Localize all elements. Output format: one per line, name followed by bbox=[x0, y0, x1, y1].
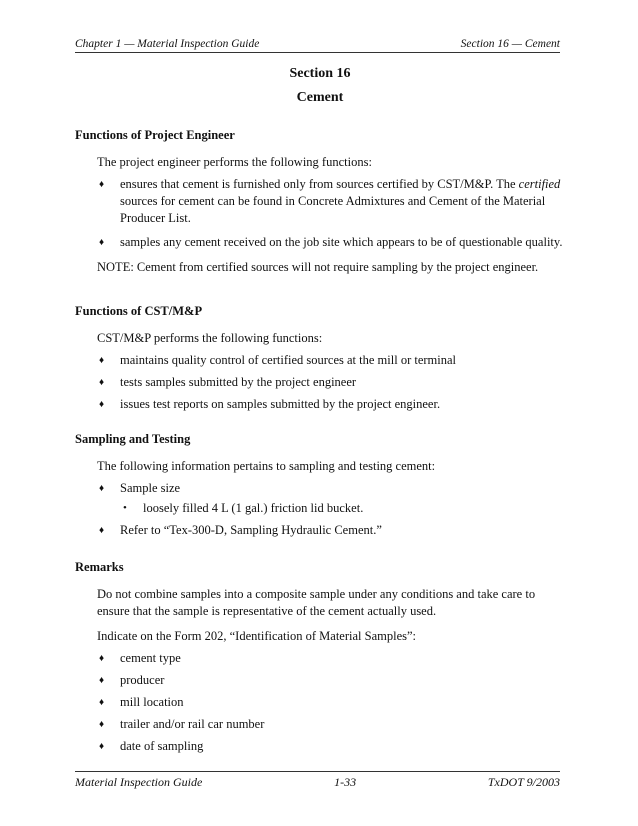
bullet-text: producer bbox=[120, 673, 165, 687]
list-item bbox=[75, 234, 565, 251]
bullet-text: samples any cement received on the job site which appears to be of questionable quality. bbox=[120, 235, 563, 249]
bullet-text: Sample size bbox=[120, 481, 181, 495]
list-item bbox=[75, 738, 565, 755]
footer-date: TxDOT 9/2003 bbox=[487, 775, 560, 789]
cst-section bbox=[75, 303, 565, 413]
section-number: Section 16 bbox=[289, 66, 351, 81]
bullet-text: ensures that cement is furnished only from sources certified by CST/M&P. The bbox=[120, 177, 519, 191]
sampling-section bbox=[75, 431, 565, 539]
diamond-bullet-icon: ♦ bbox=[99, 355, 105, 366]
running-header bbox=[75, 38, 560, 53]
cst-bullets bbox=[75, 352, 565, 413]
bullet-text: date of sampling bbox=[120, 739, 204, 753]
diamond-bullet-icon: ♦ bbox=[99, 741, 105, 752]
bullet-text: cement type bbox=[120, 651, 181, 665]
list-item bbox=[75, 500, 565, 517]
list-item bbox=[75, 650, 565, 667]
engineer-bullets bbox=[75, 176, 565, 251]
list-item bbox=[75, 694, 565, 711]
sampling-heading: Sampling and Testing bbox=[75, 432, 191, 446]
sampling-intro: The following information pertains to sampling and testing cement: bbox=[97, 459, 436, 473]
running-footer bbox=[75, 771, 560, 790]
list-item bbox=[75, 352, 565, 369]
diamond-bullet-icon: ♦ bbox=[99, 179, 105, 190]
diamond-bullet-icon: ♦ bbox=[99, 483, 105, 494]
bullet-text: tests samples submitted by the project engineer bbox=[120, 375, 357, 389]
engineer-note: NOTE: Cement from certified sources will not require sampling by the project engineer. bbox=[97, 260, 539, 274]
engineer-section bbox=[75, 127, 565, 276]
sampling-bullets-2 bbox=[75, 522, 565, 539]
bullet-text: maintains quality control of certified sources at the mill or terminal bbox=[120, 353, 457, 367]
list-item bbox=[75, 716, 565, 733]
sampling-subbullets bbox=[75, 500, 565, 517]
remarks-paragraph: Do not combine samples into a composite sample under any conditions and take care to ensure that the sample is representative of the cement actually used. bbox=[97, 587, 536, 618]
list-item bbox=[75, 480, 565, 497]
list-item bbox=[75, 522, 565, 539]
header-chapter: Chapter 1 — Material Inspection Guide bbox=[75, 38, 260, 50]
header-section: Section 16 — Cement bbox=[460, 38, 560, 50]
page-number: 1-33 bbox=[334, 775, 357, 789]
remarks-bullets bbox=[75, 650, 565, 755]
remarks-heading: Remarks bbox=[75, 560, 124, 574]
bullet-text: mill location bbox=[120, 695, 184, 709]
remarks-section bbox=[75, 559, 565, 755]
sampling-bullets bbox=[75, 480, 565, 497]
diamond-bullet-icon: ♦ bbox=[99, 697, 105, 708]
diamond-bullet-icon: ♦ bbox=[99, 719, 105, 730]
section-title: Cement bbox=[296, 90, 344, 105]
bullet-emphasis: certified bbox=[518, 177, 561, 191]
list-item bbox=[75, 374, 565, 391]
bullet-text: Refer to “Tex-300-D, Sampling Hydraulic Cement.” bbox=[120, 523, 382, 537]
diamond-bullet-icon: ♦ bbox=[99, 653, 105, 664]
list-item bbox=[75, 672, 565, 689]
list-item bbox=[75, 176, 565, 227]
footer-title: Material Inspection Guide bbox=[75, 775, 203, 789]
cst-heading: Functions of CST/M&P bbox=[75, 304, 203, 318]
bullet-text: issues test reports on samples submitted by the project engineer. bbox=[120, 397, 441, 411]
engineer-intro: The project engineer performs the following functions: bbox=[97, 155, 372, 169]
diamond-bullet-icon: ♦ bbox=[99, 237, 105, 248]
diamond-bullet-icon: ♦ bbox=[99, 399, 105, 410]
cst-intro: CST/M&P performs the following functions: bbox=[97, 331, 323, 345]
engineer-heading: Functions of Project Engineer bbox=[75, 128, 235, 142]
bullet-text: trailer and/or rail car number bbox=[120, 717, 265, 731]
remarks-form-note: Indicate on the Form 202, “Identification of Material Samples”: bbox=[97, 629, 417, 643]
diamond-bullet-icon: ♦ bbox=[99, 675, 105, 686]
bullet-text: loosely filled 4 L (1 gal.) friction lid bucket. bbox=[143, 501, 364, 515]
bullet-text: sources for cement can be found in Concrete Admixtures and Cement of the Material Producer List. bbox=[120, 194, 546, 225]
diamond-bullet-icon: ♦ bbox=[99, 377, 105, 388]
dot-bullet-icon: • bbox=[123, 502, 127, 514]
list-item bbox=[75, 396, 565, 413]
diamond-bullet-icon: ♦ bbox=[99, 525, 105, 536]
